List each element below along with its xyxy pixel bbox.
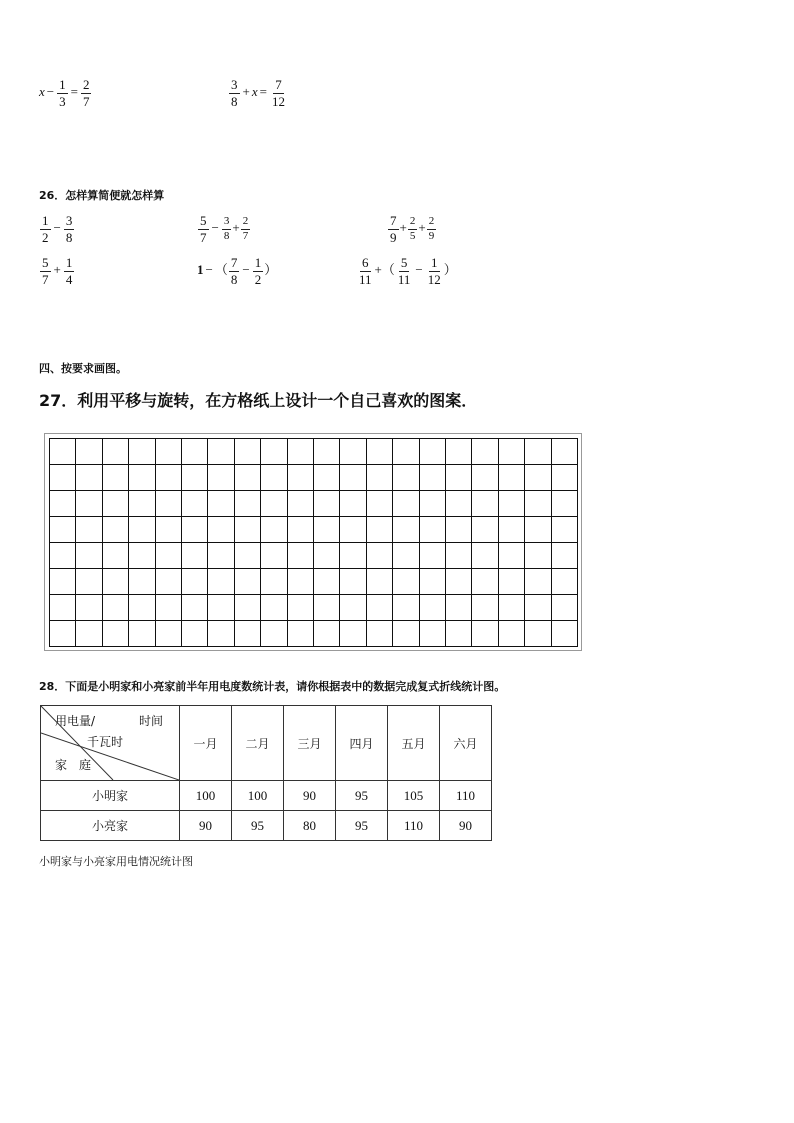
grid-cell: [393, 517, 419, 543]
fraction: $\frac{3}{8}$: [231, 77, 238, 109]
grid-cell: [420, 517, 446, 543]
grid-cell: [525, 569, 551, 595]
grid-cell: [261, 569, 287, 595]
fraction: $\frac{5}{7}$: [42, 255, 49, 287]
grid-cell: [552, 569, 578, 595]
grid-cell: [182, 439, 208, 465]
grid-cell: [103, 491, 129, 517]
grid-cell: [340, 465, 366, 491]
table-cell: 105: [388, 781, 440, 811]
grid-cell: [472, 569, 498, 595]
grid-cell: [420, 569, 446, 595]
grid-cell: [446, 517, 472, 543]
grid-cell: [50, 491, 76, 517]
corner-label-family: 家 庭: [55, 758, 92, 772]
grid-cell: [367, 621, 393, 647]
grid-cell: [314, 595, 340, 621]
grid-cell: [261, 621, 287, 647]
grid-cell: [525, 465, 551, 491]
grid-cell: [552, 517, 578, 543]
grid-cell: [393, 439, 419, 465]
grid-cell: [499, 595, 525, 621]
grid-cell: [446, 491, 472, 517]
grid-cell: [156, 491, 182, 517]
table-cell: 100: [180, 781, 232, 811]
month-header: 四月: [336, 706, 388, 781]
grid-cell: [129, 569, 155, 595]
grid-cell: [525, 439, 551, 465]
grid-cell: [50, 439, 76, 465]
grid-cell: [182, 595, 208, 621]
fraction: $\frac{3}{8}$: [65, 213, 73, 245]
fraction: $\frac{1}{4}$: [65, 255, 73, 287]
plus-op: +: [242, 84, 250, 100]
fraction: $\frac{1}{2}$: [254, 255, 262, 287]
grid-cell: [76, 517, 102, 543]
month-header: 三月: [284, 706, 336, 781]
grid-cell: [314, 465, 340, 491]
q26-heading: 26．怎样算简便就怎样算: [39, 189, 165, 202]
grid-cell: [103, 543, 129, 569]
grid-cell: [446, 569, 472, 595]
equation-1: [39, 78, 92, 108]
grid-cell: [103, 595, 129, 621]
fraction: $\frac{2}{5}$: [409, 215, 416, 242]
grid-cell: [499, 621, 525, 647]
var-x: x: [251, 84, 258, 100]
fraction: $\frac{2}{9}$: [428, 215, 435, 242]
expr-26-2: $\frac{5}{7}$ − $\frac{3}{8}$ + $\frac{2}{7}$: [200, 213, 249, 245]
grid-cell: [446, 543, 472, 569]
table-cell: 95: [336, 781, 388, 811]
grid-cell: [314, 569, 340, 595]
grid-cell: [472, 465, 498, 491]
grid-cell: [261, 465, 287, 491]
grid-cell: [156, 465, 182, 491]
grid-cell: [235, 595, 261, 621]
grid-cell: [288, 491, 314, 517]
grid-cell: [50, 569, 76, 595]
grid-cell: [552, 491, 578, 517]
grid-cell: [499, 491, 525, 517]
grid-cell: [235, 569, 261, 595]
grid-cell: [499, 439, 525, 465]
grid-cell: [261, 491, 287, 517]
grid-cell: [393, 595, 419, 621]
expr-26-6: $\frac{6}{11}$ +（ $\frac{5}{11}$ − $\frac{1}{12}$ ）: [359, 255, 457, 287]
month-header: 六月: [440, 706, 492, 781]
fraction: $\frac{1}{12}$: [427, 255, 441, 287]
grid-cell: [499, 465, 525, 491]
fraction: $\frac{3}{8}$: [223, 215, 230, 242]
grid-cell: [208, 465, 234, 491]
q27-heading: 27．利用平移与旋转，在方格纸上设计一个自己喜欢的图案．: [39, 391, 478, 410]
grid-cell: [129, 491, 155, 517]
grid-cell: [76, 621, 102, 647]
equals-op: =: [70, 84, 78, 100]
grid-cell: [314, 543, 340, 569]
grid-cell: [472, 595, 498, 621]
corner-label-unit: 千瓦时: [87, 735, 124, 749]
grid-cell: [182, 491, 208, 517]
grid-cell: [103, 439, 129, 465]
grid-cell: [393, 621, 419, 647]
grid-cell: [235, 543, 261, 569]
minus-op: −: [46, 84, 55, 100]
grid-cell: [129, 595, 155, 621]
grid-cell: [288, 595, 314, 621]
grid-cell: [472, 621, 498, 647]
grid-cell: [420, 621, 446, 647]
grid-cell: [499, 569, 525, 595]
grid-cell: [340, 543, 366, 569]
table-cell: 95: [336, 811, 388, 841]
expr-26-4: $\frac{5}{7}$ + $\frac{1}{4}$: [42, 255, 73, 287]
grid-cell: [208, 595, 234, 621]
grid-cell: [367, 491, 393, 517]
grid-cell: [208, 517, 234, 543]
chart-caption: 小明家与小亮家用电情况统计图: [39, 855, 193, 868]
fraction: $\frac{1}{2}$: [42, 213, 49, 245]
grid-cell: [76, 543, 102, 569]
grid-cell: [340, 439, 366, 465]
table-row: [41, 781, 492, 811]
grid-cell: [446, 595, 472, 621]
grid-cell: [182, 621, 208, 647]
grid-cell: [103, 569, 129, 595]
grid-cell: [340, 621, 366, 647]
corner-label-time: 时间: [139, 714, 164, 728]
grid-cell: [182, 517, 208, 543]
grid-cell: [367, 517, 393, 543]
grid-cell: [472, 491, 498, 517]
grid-cell: [156, 595, 182, 621]
equals-op: =: [259, 84, 267, 100]
grid-cell: [235, 491, 261, 517]
fraction: $\frac{5}{11}$: [397, 255, 411, 287]
grid-cell: [314, 491, 340, 517]
grid-cell: [156, 439, 182, 465]
table-cell: 80: [284, 811, 336, 841]
fraction: $\frac{6}{11}$: [359, 255, 372, 287]
grid-cell: [288, 517, 314, 543]
grid-cell: [393, 569, 419, 595]
grid-cell: [208, 569, 234, 595]
grid-cell: [393, 543, 419, 569]
grid-cell: [288, 465, 314, 491]
table-cell: 110: [440, 781, 492, 811]
grid-cell: [261, 439, 287, 465]
grid-cell: [261, 595, 287, 621]
fraction: $\frac{2}{7}$: [242, 215, 249, 242]
grid-cell: [420, 491, 446, 517]
grid-cell: [552, 621, 578, 647]
table-row: [41, 811, 492, 841]
grid-cell: [525, 595, 551, 621]
table-cell: 110: [388, 811, 440, 841]
grid-cell: [340, 569, 366, 595]
grid-cell: [156, 621, 182, 647]
grid-cell: [314, 439, 340, 465]
grid-cell: [129, 465, 155, 491]
grid-cell: [50, 543, 76, 569]
fraction: $\frac{7}{8}$: [230, 255, 238, 287]
grid-cell: [50, 621, 76, 647]
grid-cell: [235, 621, 261, 647]
grid-cell: [76, 439, 102, 465]
grid-cell: [182, 543, 208, 569]
grid-cell: [499, 517, 525, 543]
grid-cell: [103, 465, 129, 491]
grid-cell: [314, 621, 340, 647]
grid-cell: [182, 569, 208, 595]
grid-cell: [50, 465, 76, 491]
expr-26-3: $\frac{7}{9}$ + $\frac{2}{5}$ + $\frac{2}{9}$: [390, 213, 435, 245]
table-corner-header: [41, 706, 180, 781]
grid-cell: [340, 595, 366, 621]
grid-cell: [446, 439, 472, 465]
grid-cell: [103, 517, 129, 543]
row-label: 小亮家: [41, 811, 180, 841]
grid-cell: [208, 491, 234, 517]
grid-cell: [552, 543, 578, 569]
grid-cell: [208, 621, 234, 647]
grid-cell: [288, 543, 314, 569]
grid-cell: [288, 621, 314, 647]
fraction: $\frac{7}{9}$: [390, 213, 397, 245]
grid-cell: [393, 465, 419, 491]
expr-26-5: 1 − （ $\frac{7}{8}$ − $\frac{1}{2}$ ）: [197, 255, 278, 287]
grid-cell: [525, 517, 551, 543]
grid-cell: [235, 439, 261, 465]
grid-cell: [525, 621, 551, 647]
grid-cell: [420, 439, 446, 465]
table-cell: 100: [232, 781, 284, 811]
grid-cell: [367, 465, 393, 491]
fraction: $\frac{1}{3}$: [59, 77, 66, 109]
grid-cell: [50, 595, 76, 621]
grid-cell: [472, 543, 498, 569]
equation-2: [228, 78, 288, 108]
grid-cell: [235, 517, 261, 543]
fraction: $\frac{7}{12}$: [271, 77, 285, 109]
grid-cell: [156, 543, 182, 569]
grid-cell: [420, 595, 446, 621]
row-label: 小明家: [41, 781, 180, 811]
grid-cell: [76, 465, 102, 491]
grid-cell: [208, 543, 234, 569]
grid-cell: [367, 543, 393, 569]
grid-cell: [314, 517, 340, 543]
table-cell: 90: [180, 811, 232, 841]
fraction: $\frac{2}{7}$: [82, 77, 90, 109]
grid-cell: [420, 465, 446, 491]
grid-cell: [552, 595, 578, 621]
corner-label-usage: 用电量/: [55, 714, 96, 728]
grid-cell: [446, 621, 472, 647]
grid-cell: [367, 569, 393, 595]
expr-26-1: $\frac{1}{2}$ − $\frac{3}{8}$: [42, 213, 73, 245]
grid-cell: [182, 465, 208, 491]
table-cell: 90: [440, 811, 492, 841]
grid-cell: [552, 439, 578, 465]
grid-cell: [472, 517, 498, 543]
grid-cell: [76, 491, 102, 517]
grid-cell: [156, 569, 182, 595]
grid-cell: [340, 491, 366, 517]
section-4-heading: 四、按要求画图。: [39, 362, 127, 375]
grid-cell: [472, 439, 498, 465]
grid-cell: [446, 465, 472, 491]
grid-cell: [76, 595, 102, 621]
fraction: $\frac{5}{7}$: [200, 213, 207, 245]
grid-cell: [261, 543, 287, 569]
grid-cells: [49, 438, 578, 647]
grid-cell: [288, 569, 314, 595]
grid-cell: [156, 517, 182, 543]
table-cell: 95: [232, 811, 284, 841]
q28-heading: 28．下面是小明家和小亮家前半年用电度数统计表，请你根据表中的数据完成复式折线统计图。: [39, 680, 506, 693]
electricity-table: [40, 705, 492, 841]
grid-cell: [103, 621, 129, 647]
grid-cell: [288, 439, 314, 465]
month-header: 二月: [232, 706, 284, 781]
var-x: x: [39, 84, 45, 100]
table-header-row: [41, 706, 492, 781]
grid-cell: [393, 491, 419, 517]
grid-cell: [340, 517, 366, 543]
grid-cell: [129, 439, 155, 465]
grid-cell: [261, 517, 287, 543]
grid-cell: [235, 465, 261, 491]
grid-cell: [420, 543, 446, 569]
grid-cell: [499, 543, 525, 569]
month-header: 五月: [388, 706, 440, 781]
grid-cell: [367, 439, 393, 465]
grid-cell: [50, 517, 76, 543]
month-header: 一月: [180, 706, 232, 781]
grid-cell: [208, 439, 234, 465]
grid-cell: [129, 543, 155, 569]
grid-cell: [129, 517, 155, 543]
grid-cell: [552, 465, 578, 491]
grid-cell: [525, 491, 551, 517]
grid-cell: [129, 621, 155, 647]
grid-cell: [525, 543, 551, 569]
table-cell: 90: [284, 781, 336, 811]
grid-cell: [76, 569, 102, 595]
grid-paper: [44, 433, 582, 651]
grid-cell: [367, 595, 393, 621]
